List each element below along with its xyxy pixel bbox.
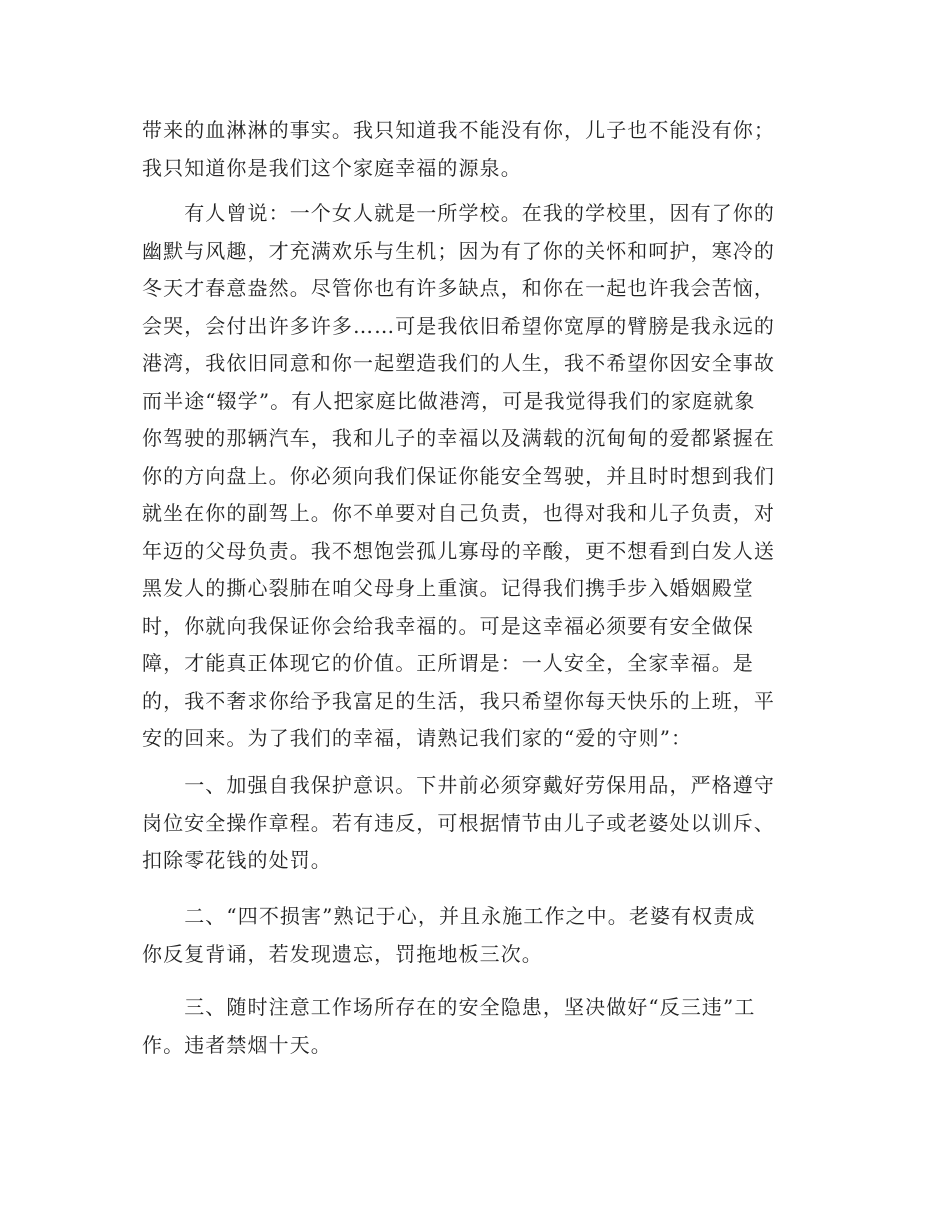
text-line: 年迈的父母负责。我不想饱尝孤儿寡母的辛酸，更不想看到白发人送	[142, 538, 775, 563]
text-line: 岗位安全操作章程。若有违反，可根据情节由儿子或老婆处以训斥、	[142, 810, 775, 835]
text-line: 幽默与风趣，才充满欢乐与生机；因为有了你的关怀和呵护，寒冷的	[142, 238, 775, 263]
text-line: 安的回来。为了我们的幸福，请熟记我们家的“爱的守则”：	[142, 726, 693, 750]
paragraph-rule-3	[142, 989, 802, 1064]
text-line: 二、“四不损害”熟记于心，并且永施工作之中。老婆有权责成	[142, 904, 756, 928]
paragraph-rule-1	[142, 767, 802, 880]
text-line: 作。违者禁烟十天。	[142, 1032, 332, 1057]
paragraph-rule-2	[142, 898, 802, 973]
text-line: 你反复背诵，若发现遗忘，罚拖地板三次。	[142, 941, 543, 966]
text-line: 带来的血淋淋的事实。我只知道我不能没有你，儿子也不能没有你；	[142, 118, 775, 142]
text-line: 我只知道你是我们这个家庭幸福的源泉。	[142, 155, 522, 180]
text-line: 三、随时注意工作场所存在的安全隐患，坚决做好“反三违”工	[142, 995, 756, 1019]
text-line: 港湾，我依旧同意和你一起塑造我们的人生，我不希望你因安全事故	[142, 351, 775, 375]
text-line: 你的方向盘上。你必须向我们保证你能安全驾驶，并且时时想到我们	[142, 463, 775, 488]
text-line: 有人曾说：一个女人就是一所学校。在我的学校里，因有了你的	[142, 201, 775, 225]
paragraph-1	[142, 112, 802, 187]
paragraph-2	[142, 195, 802, 758]
text-line: 一、加强自我保护意识。下井前必须穿戴好劳保用品，严格遵守	[142, 773, 775, 797]
text-line: 会哭，会付出许多许多……可是我依旧希望你宽厚的臂膀是我永远的	[142, 313, 775, 338]
text-line: 黑发人的撕心裂肺在咱父母身上重演。记得我们携手步入婚姻殿堂	[142, 576, 754, 600]
text-line: 扣除零花钱的处罚。	[142, 848, 332, 872]
text-line: 就坐在你的副驾上。你不单要对自己负责，也得对我和儿子负责，对	[142, 501, 775, 525]
text-line: 障，才能真正体现它的价值。正所谓是：一人安全，全家幸福。是	[142, 651, 754, 675]
text-line: 你驾驶的那辆汽车，我和儿子的幸福以及满载的沉甸甸的爱都紧握在	[142, 426, 775, 450]
text-line: 而半途“辍学”。有人把家庭比做港湾，可是我觉得我们的家庭就象	[142, 388, 756, 413]
text-line: 的，我不奢求你给予我富足的生活，我只希望你每天快乐的上班，平	[142, 688, 775, 713]
text-line: 冬天才春意盎然。尽管你也有许多缺点，和你在一起也许我会苦恼，	[142, 276, 775, 300]
text-line: 时，你就向我保证你会给我幸福的。可是这幸福必须要有安全做保	[142, 613, 754, 638]
